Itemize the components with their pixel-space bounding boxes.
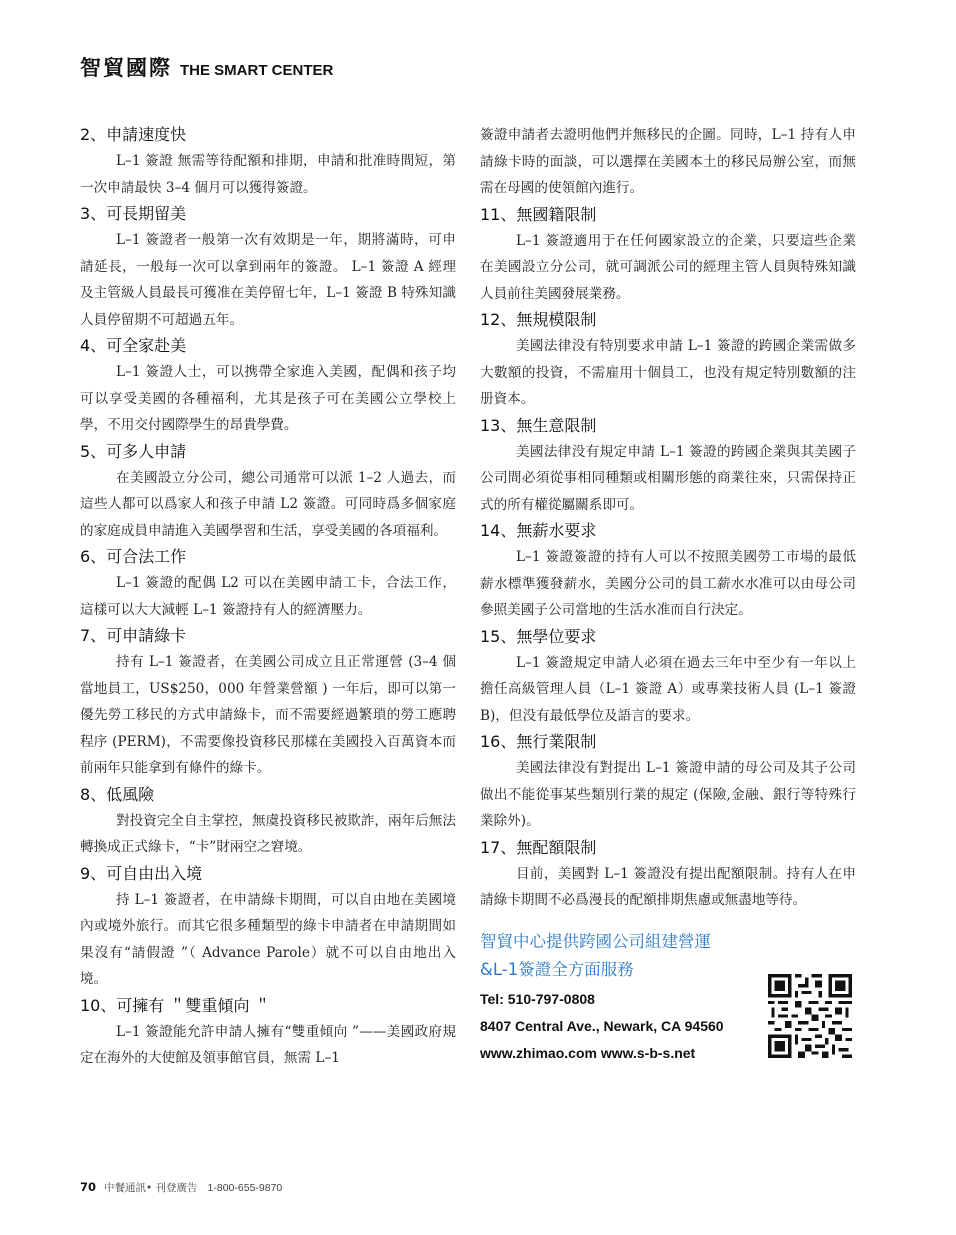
item-4 <box>80 333 456 439</box>
item-heading: 12、無規模限制 <box>480 310 597 329</box>
item-paragraph: 在美國設立分公司，總公司通常可以派 1–2 人過去，而這些人都可以爲家人和孩子申請 L2 簽證。可同時爲多個家庭的家庭成員申請進入美國學習和生活，享受美國的各項福利。 <box>80 469 456 539</box>
item-11 <box>480 202 856 308</box>
item-14 <box>480 518 856 624</box>
item-13 <box>480 413 856 519</box>
item-8 <box>80 782 456 861</box>
page-number: 70 <box>80 1180 97 1194</box>
qr-code-icon <box>768 974 852 1058</box>
item-paragraph: L–1 簽證人士，可以携帶全家進入美國，配偶和孩子均可以享受美國的各種福利，尤其是孩子可在美國公立學校上學，不用交付國際學生的昂貴學費。 <box>80 364 456 433</box>
footer-phone: 1-800-655-9870 <box>207 1182 283 1194</box>
item-3 <box>80 201 456 333</box>
item-paragraph: 美國法律没有特別要求申請 L–1 簽證的跨國企業需做多大數額的投資，不需雇用十個員工，也没有規定特別數額的注册資本。 <box>480 338 856 407</box>
item-17 <box>480 835 856 914</box>
promo-subline: &L-1簽證全方面服務 <box>480 959 634 979</box>
item-heading: 13、無生意限制 <box>480 415 597 435</box>
item-paragraph: L–1 簽證的配偶 L2 可以在美國申請工卡，合法工作，這樣可以大大減輕 L–1 簽證持有人的經濟壓力。 <box>80 575 456 618</box>
brand-name-english: THE SMART CENTER <box>180 62 334 79</box>
contact-phone: Tel: 510-797-0808 <box>480 990 595 1007</box>
item-15 <box>480 624 856 730</box>
item-paragraph: 持有 L–1 簽證者，在美國公司成立且正常運營 (3–4 個當地員工，US$250，000 年營業營額 ) 一年后，即可以第一優先勞工移民的方式申請綠卡，而不需要經過繁瑣的勞工應聘程序 (PERM)，不需要像投資移民那樣在美國投入百萬資本而前兩年只能拿到有條件的綠卡。 <box>80 654 456 776</box>
item-paragraph: L–1 簽證規定申請人必須在過去三年中至少有一年以上擔任高級管理人員（L–1 簽證 A）或專業技術人員 (L–1 簽證 B)，但没有最低學位及語言的要求。 <box>480 654 856 724</box>
right-column <box>480 122 856 1076</box>
brand-name-chinese: 智貿國際 <box>80 56 172 80</box>
item-16 <box>480 729 856 835</box>
item-heading: 10、可擁有 ＂雙重傾向 ＂ <box>80 995 271 1015</box>
item-9 <box>80 861 456 993</box>
item-heading: 3、可長期留美 <box>80 204 187 223</box>
page-footer <box>80 1180 282 1195</box>
item-5 <box>80 439 456 545</box>
item-7 <box>80 623 456 782</box>
item-heading: 4、可全家赴美 <box>80 336 187 355</box>
item-heading: 7、可申請綠卡 <box>80 626 187 645</box>
item-heading: 9、可自由出入境 <box>80 863 203 883</box>
item-paragraph: 美國法律没有對提出 L–1 簽證申請的母公司及其子公司做出不能從事某些類別行業的規定 (保險,金融、銀行等特殊行業除外)。 <box>480 760 856 829</box>
promo-block <box>480 928 856 1076</box>
item-heading: 15、無學位要求 <box>480 626 597 646</box>
item-10-continuation: 簽證申請者去證明他們并無移民的企圖。同時，L–1 持有人申請綠卡時的面談，可以選擇在美國本土的移民局辦公室，而無需在母國的使領館內進行。 <box>480 127 856 196</box>
item-paragraph: 目前，美國對 L–1 簽證没有提出配額限制。持有人在申請綠卡期間不必爲漫長的配額排期焦慮或無盡地等待。 <box>480 865 856 908</box>
item-paragraph: L–1 簽證者一般第一次有效期是一年，期將滿時，可申請延長，一般每一次可以拿到兩年的簽證。 L–1 簽證 A 經理及主管級人員最長可獲准在美停留七年，L–1 簽證 B 特殊知識人員停留期不可超過五年。 <box>80 232 456 328</box>
page-header <box>80 52 333 82</box>
item-heading: 8、低風險 <box>80 784 155 804</box>
promo-headline: 智貿中心提供跨國公司組建營運 <box>480 931 711 951</box>
item-heading: 11、無國籍限制 <box>480 204 597 224</box>
contact-address: 8407 Central Ave., Newark, CA 94560 <box>480 1017 724 1034</box>
item-6 <box>80 544 456 623</box>
item-heading: 16、無行業限制 <box>480 732 597 751</box>
item-12 <box>480 307 856 413</box>
contact-block <box>480 986 856 1076</box>
item-heading: 17、無配額限制 <box>480 837 597 857</box>
item-heading: 5、可多人申請 <box>80 441 187 461</box>
item-paragraph: L–1 簽證能允許申請人擁有“雙重傾向 ”——美國政府規定在海外的大使館及領事館官員，無需 L–1 <box>80 1023 456 1066</box>
item-paragraph: 美國法律没有規定申請 L–1 簽證的跨國企業與其美國子公司間必須從事相同種類或相關形態的商業往來，只需保持正式的所有權從屬關系即可。 <box>480 443 856 513</box>
item-paragraph: L–1 簽證 無需等待配額和排期，申請和批准時間短，第一次申請最快 3–4 個月可以獲得簽證。 <box>80 153 456 196</box>
footer-publication: 中餐通訊• 刊登廣告 <box>104 1182 198 1194</box>
item-heading: 2、申請速度快 <box>80 125 187 144</box>
item-2 <box>80 122 456 201</box>
item-paragraph: L–1 簽證適用于在任何國家設立的企業，只要這些企業在美國設立分公司，就可調派公司的經理主管人員與特殊知識人員前往美國發展業務。 <box>480 232 856 302</box>
item-10 <box>80 993 456 1072</box>
item-paragraph: 持 L–1 簽證者，在申請綠卡期間，可以自由地在美國境內或境外旅行。而其它很多種類型的綠卡申請者在申請期間如果沒有“請假證 ”（ Advance Parole）就不可以自由地出入境。 <box>80 891 456 987</box>
left-column <box>80 122 456 1072</box>
contact-websites[interactable]: www.zhimao.com www.s-b-s.net <box>480 1044 696 1061</box>
item-heading: 14、無薪水要求 <box>480 521 597 540</box>
item-heading: 6、可合法工作 <box>80 547 187 566</box>
item-paragraph: L–1 簽證簽證的持有人可以不按照美國勞工市場的最低薪水標準獲發薪水，美國分公司的員工薪水水准可以由母公司參照美國子公司當地的生活水准而自行決定。 <box>480 549 856 618</box>
item-paragraph: 對投資完全自主掌控，無虞投資移民被欺詐，兩年后無法轉換成正式綠卡，“卡”財兩空之窘境。 <box>80 812 456 855</box>
